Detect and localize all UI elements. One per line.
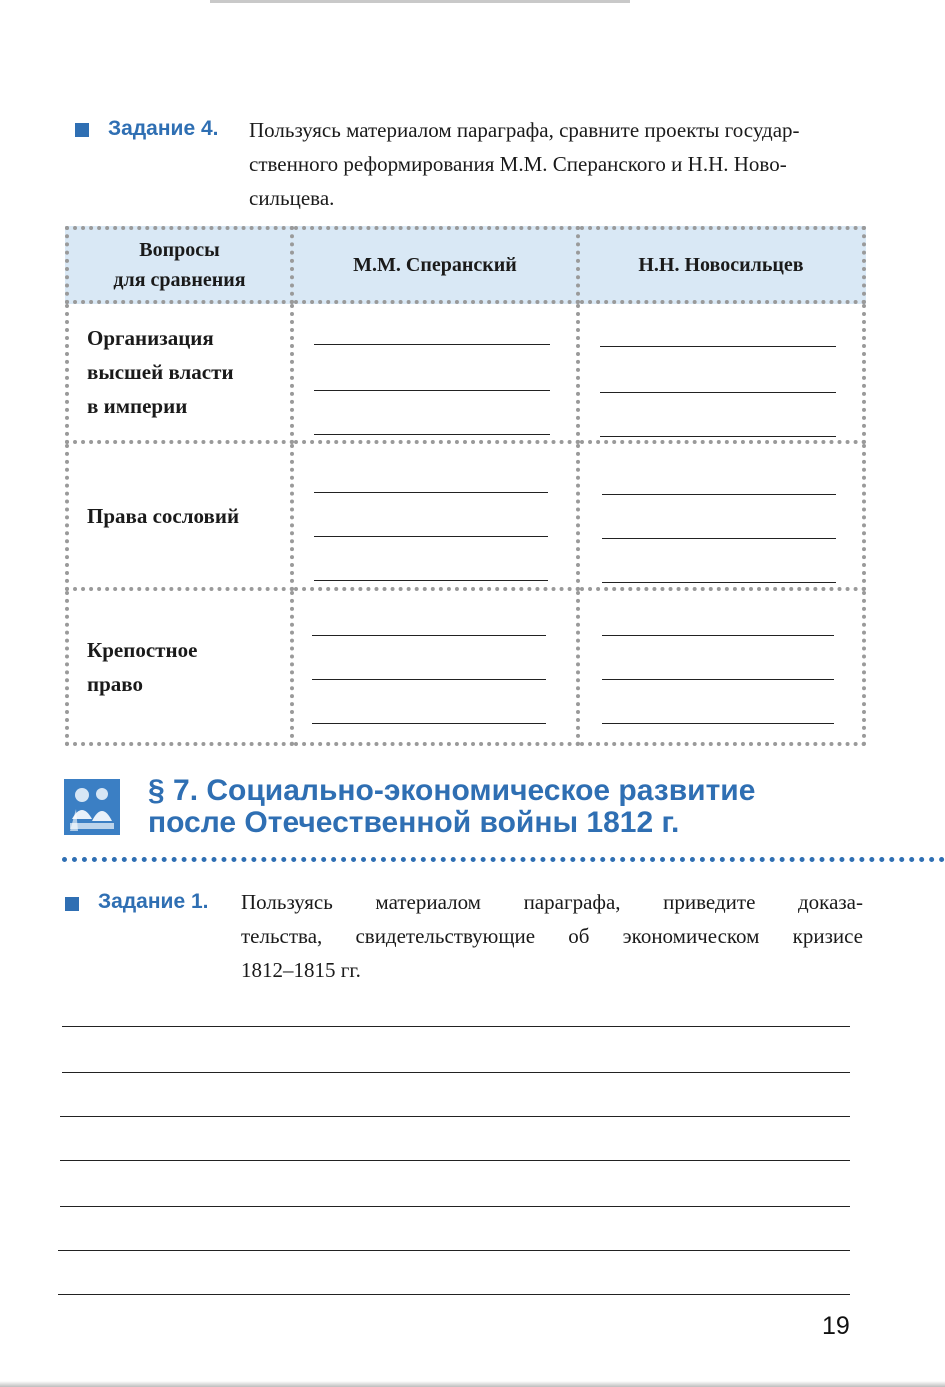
task-bullet-icon bbox=[75, 123, 89, 137]
task-label: Задание 1. bbox=[98, 890, 209, 913]
answer-line[interactable] bbox=[62, 1072, 850, 1073]
answer-line[interactable] bbox=[602, 723, 834, 724]
answer-line[interactable] bbox=[600, 392, 836, 393]
answer-line[interactable] bbox=[312, 635, 546, 636]
answer-line[interactable] bbox=[602, 538, 836, 539]
section-emblem-icon bbox=[64, 779, 120, 835]
question-line: Организация bbox=[87, 326, 214, 350]
answer-line[interactable] bbox=[314, 390, 550, 391]
row-question bbox=[65, 304, 294, 444]
answer-line[interactable] bbox=[314, 434, 550, 435]
question-line: право bbox=[87, 671, 143, 696]
answer-line[interactable] bbox=[60, 1116, 850, 1117]
answer-cell-novosiltsev[interactable] bbox=[580, 591, 866, 746]
section-heading bbox=[64, 775, 864, 845]
task-4 bbox=[75, 113, 875, 213]
answer-line[interactable] bbox=[58, 1250, 850, 1251]
section-divider bbox=[62, 857, 945, 862]
question-line: в империи bbox=[87, 394, 188, 418]
answer-cell-speransky[interactable] bbox=[294, 444, 580, 591]
page-top-edge bbox=[210, 0, 630, 3]
answer-cell-speransky[interactable] bbox=[294, 304, 580, 444]
table-header-novosiltsev: Н.Н. Новосильцев bbox=[580, 226, 866, 304]
row-question bbox=[65, 444, 294, 591]
task-1 bbox=[65, 885, 865, 995]
answer-line[interactable] bbox=[62, 1026, 850, 1027]
answer-cell-speransky[interactable] bbox=[294, 591, 580, 746]
task-label: Задание 4. bbox=[108, 117, 219, 140]
answer-line[interactable] bbox=[602, 494, 836, 495]
answer-cell-novosiltsev[interactable] bbox=[580, 444, 866, 591]
answer-line[interactable] bbox=[312, 679, 546, 680]
comparison-table bbox=[65, 226, 866, 746]
task-text-line: Пользуясь материалом параграфа, приведите доказа- bbox=[241, 890, 863, 914]
answer-line[interactable] bbox=[314, 492, 548, 493]
task-text bbox=[241, 885, 863, 987]
answer-line[interactable] bbox=[312, 723, 546, 724]
row-question bbox=[65, 591, 294, 746]
answer-line[interactable] bbox=[60, 1160, 850, 1161]
answer-line[interactable] bbox=[58, 1294, 850, 1295]
answer-line[interactable] bbox=[60, 1206, 850, 1207]
task-text-line: ственного реформирования М.М. Сперанского и Н.Н. Ново- bbox=[249, 152, 787, 176]
section-title-line: § 7. Социально-экономическое развитие bbox=[148, 774, 756, 807]
section-title bbox=[148, 775, 868, 839]
header-line: для сравнения bbox=[113, 269, 246, 291]
answer-line[interactable] bbox=[314, 580, 548, 581]
answer-line[interactable] bbox=[602, 635, 834, 636]
page-bottom-edge bbox=[0, 1381, 945, 1387]
table-header-questions bbox=[65, 226, 294, 304]
answer-line[interactable] bbox=[314, 344, 550, 345]
task-text-line: сильцева. bbox=[249, 186, 335, 210]
answer-line[interactable] bbox=[600, 346, 836, 347]
question-line: высшей власти bbox=[87, 360, 234, 384]
header-line: Вопросы bbox=[139, 239, 220, 261]
page-number: 19 bbox=[822, 1312, 850, 1340]
answer-line[interactable] bbox=[600, 436, 836, 437]
task-text bbox=[249, 113, 873, 215]
question-line: Права сословий bbox=[87, 503, 240, 528]
task-text-line: тельства, свидетельствующие об экономическом кризисе bbox=[241, 924, 863, 948]
table-header-speransky: М.М. Сперанский bbox=[294, 226, 580, 304]
answer-line[interactable] bbox=[602, 582, 836, 583]
task-bullet-icon bbox=[65, 897, 79, 911]
question-line: Крепостное bbox=[87, 637, 198, 662]
answer-line[interactable] bbox=[314, 536, 548, 537]
task-text-line: 1812–1815 гг. bbox=[241, 958, 361, 982]
answer-line[interactable] bbox=[602, 679, 834, 680]
task-text-line: Пользуясь материалом параграфа, сравните проекты государ- bbox=[249, 118, 800, 142]
section-title-line: после Отечественной войны 1812 г. bbox=[148, 806, 680, 839]
answer-cell-novosiltsev[interactable] bbox=[580, 304, 866, 444]
